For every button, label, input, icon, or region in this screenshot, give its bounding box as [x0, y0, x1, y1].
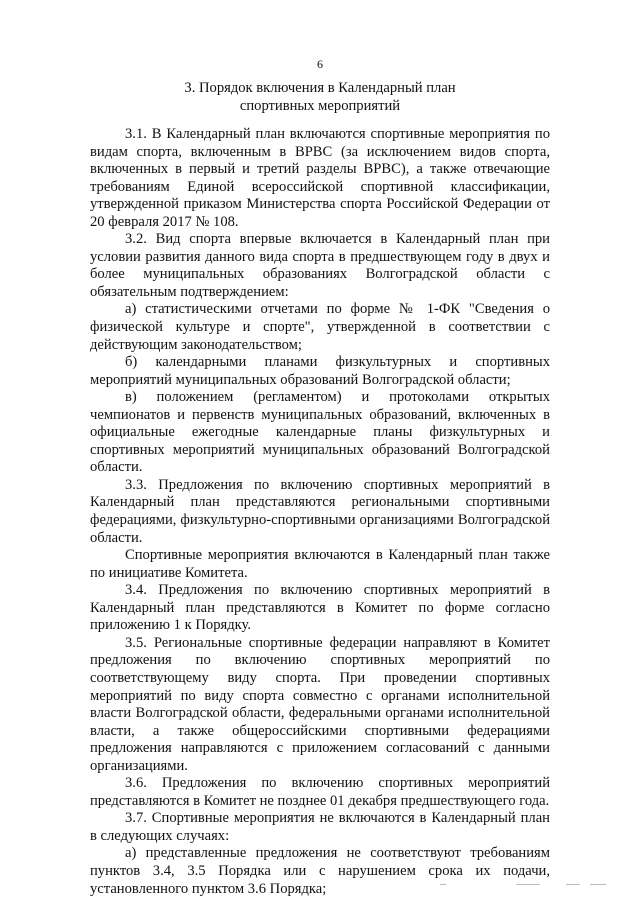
paragraph-3-2-v: в) положением (регламентом) и протоколами открытых чемпионатов и первенств муниципальных образований, включенных в официальные ежегодные календарные планы физкультурных и спортивных мероприятий муниципальных образований Волгоградской области. [90, 389, 550, 476]
paragraph-3-7-a: а) представленные предложения не соответствуют требованиям пунктов 3.4, 3.5 Порядка или с нарушением срока их подачи, установленного пунктом 3.6 Порядка; [90, 845, 550, 897]
paragraph-3-2: 3.2. Вид спорта впервые включается в Календарный план при условии развития данного вида спорта в предшествующем году в двух и более муниципальных образованиях Волгоградской области с обязательным подтверждением: [90, 231, 550, 300]
page-number: 6 [317, 57, 323, 71]
paragraph-3-1: 3.1. В Календарный план включаются спортивные мероприятия по видам спорта, включенным в ВРВС (за исключением видов спорта, включенных в первый и третий разделы ВРВС), а также отвечающие требованиям Единой всероссийской спортивной классификации, утвержденной приказом Министерства спорта Российской Федерации от 20 февраля 2017 № 108. [90, 126, 550, 230]
scan-mark [566, 884, 580, 885]
scan-mark [440, 884, 446, 885]
paragraph-3-3: 3.3. Предложения по включению спортивных мероприятий в Календарный план представляются региональными спортивными федерациями, физкультурно-спортивными организациями Волгоградской области. [90, 476, 550, 546]
scan-mark [516, 884, 540, 885]
scan-mark [590, 884, 606, 885]
paragraph-3-3-note: Спортивные мероприятия включаются в Календарный план также по инициативе Комитета. [90, 547, 550, 581]
paragraph-3-2-a: а) статистическими отчетами по форме № 1-ФК "Сведения о физической культуре и спорте", утвержденной в соответствии с действующим законодательством; [90, 301, 550, 353]
paragraph-3-6: 3.6. Предложения по включению спортивных мероприятий представляются в Комитет не позднее 01 декабря предшествующего года. [90, 775, 550, 809]
section-title-line-2: спортивных мероприятий [239, 97, 401, 114]
paragraph-3-4: 3.4. Предложения по включению спортивных мероприятий в Календарный план представляются в Комитет по форме согласно приложению 1 к Порядку. [90, 582, 550, 634]
section-title [90, 80, 550, 115]
paragraph-3-5: 3.5. Региональные спортивные федерации направляют в Комитет предложения по включению спортивных мероприятий по соответствующему виду спорта. При проведении спортивных мероприятий по виду спорта совместно с органами исполнительной власти Волгоградской области, федеральными органами исполнительной власти, а также общероссийскими спортивными федерациями предложения направляются с приложением согласований с данными организациями. [90, 634, 550, 774]
paragraph-3-7: 3.7. Спортивные мероприятия не включаются в Календарный план в следующих случаях: [90, 810, 550, 844]
footer-scan-marks [440, 884, 620, 888]
paragraph-3-2-b: б) календарными планами физкультурных и спортивных мероприятий муниципальных образований Волгоградской области; [90, 354, 550, 388]
document-body [90, 126, 550, 898]
section-title-line-1: 3. Порядок включения в Календарный план [184, 80, 456, 96]
